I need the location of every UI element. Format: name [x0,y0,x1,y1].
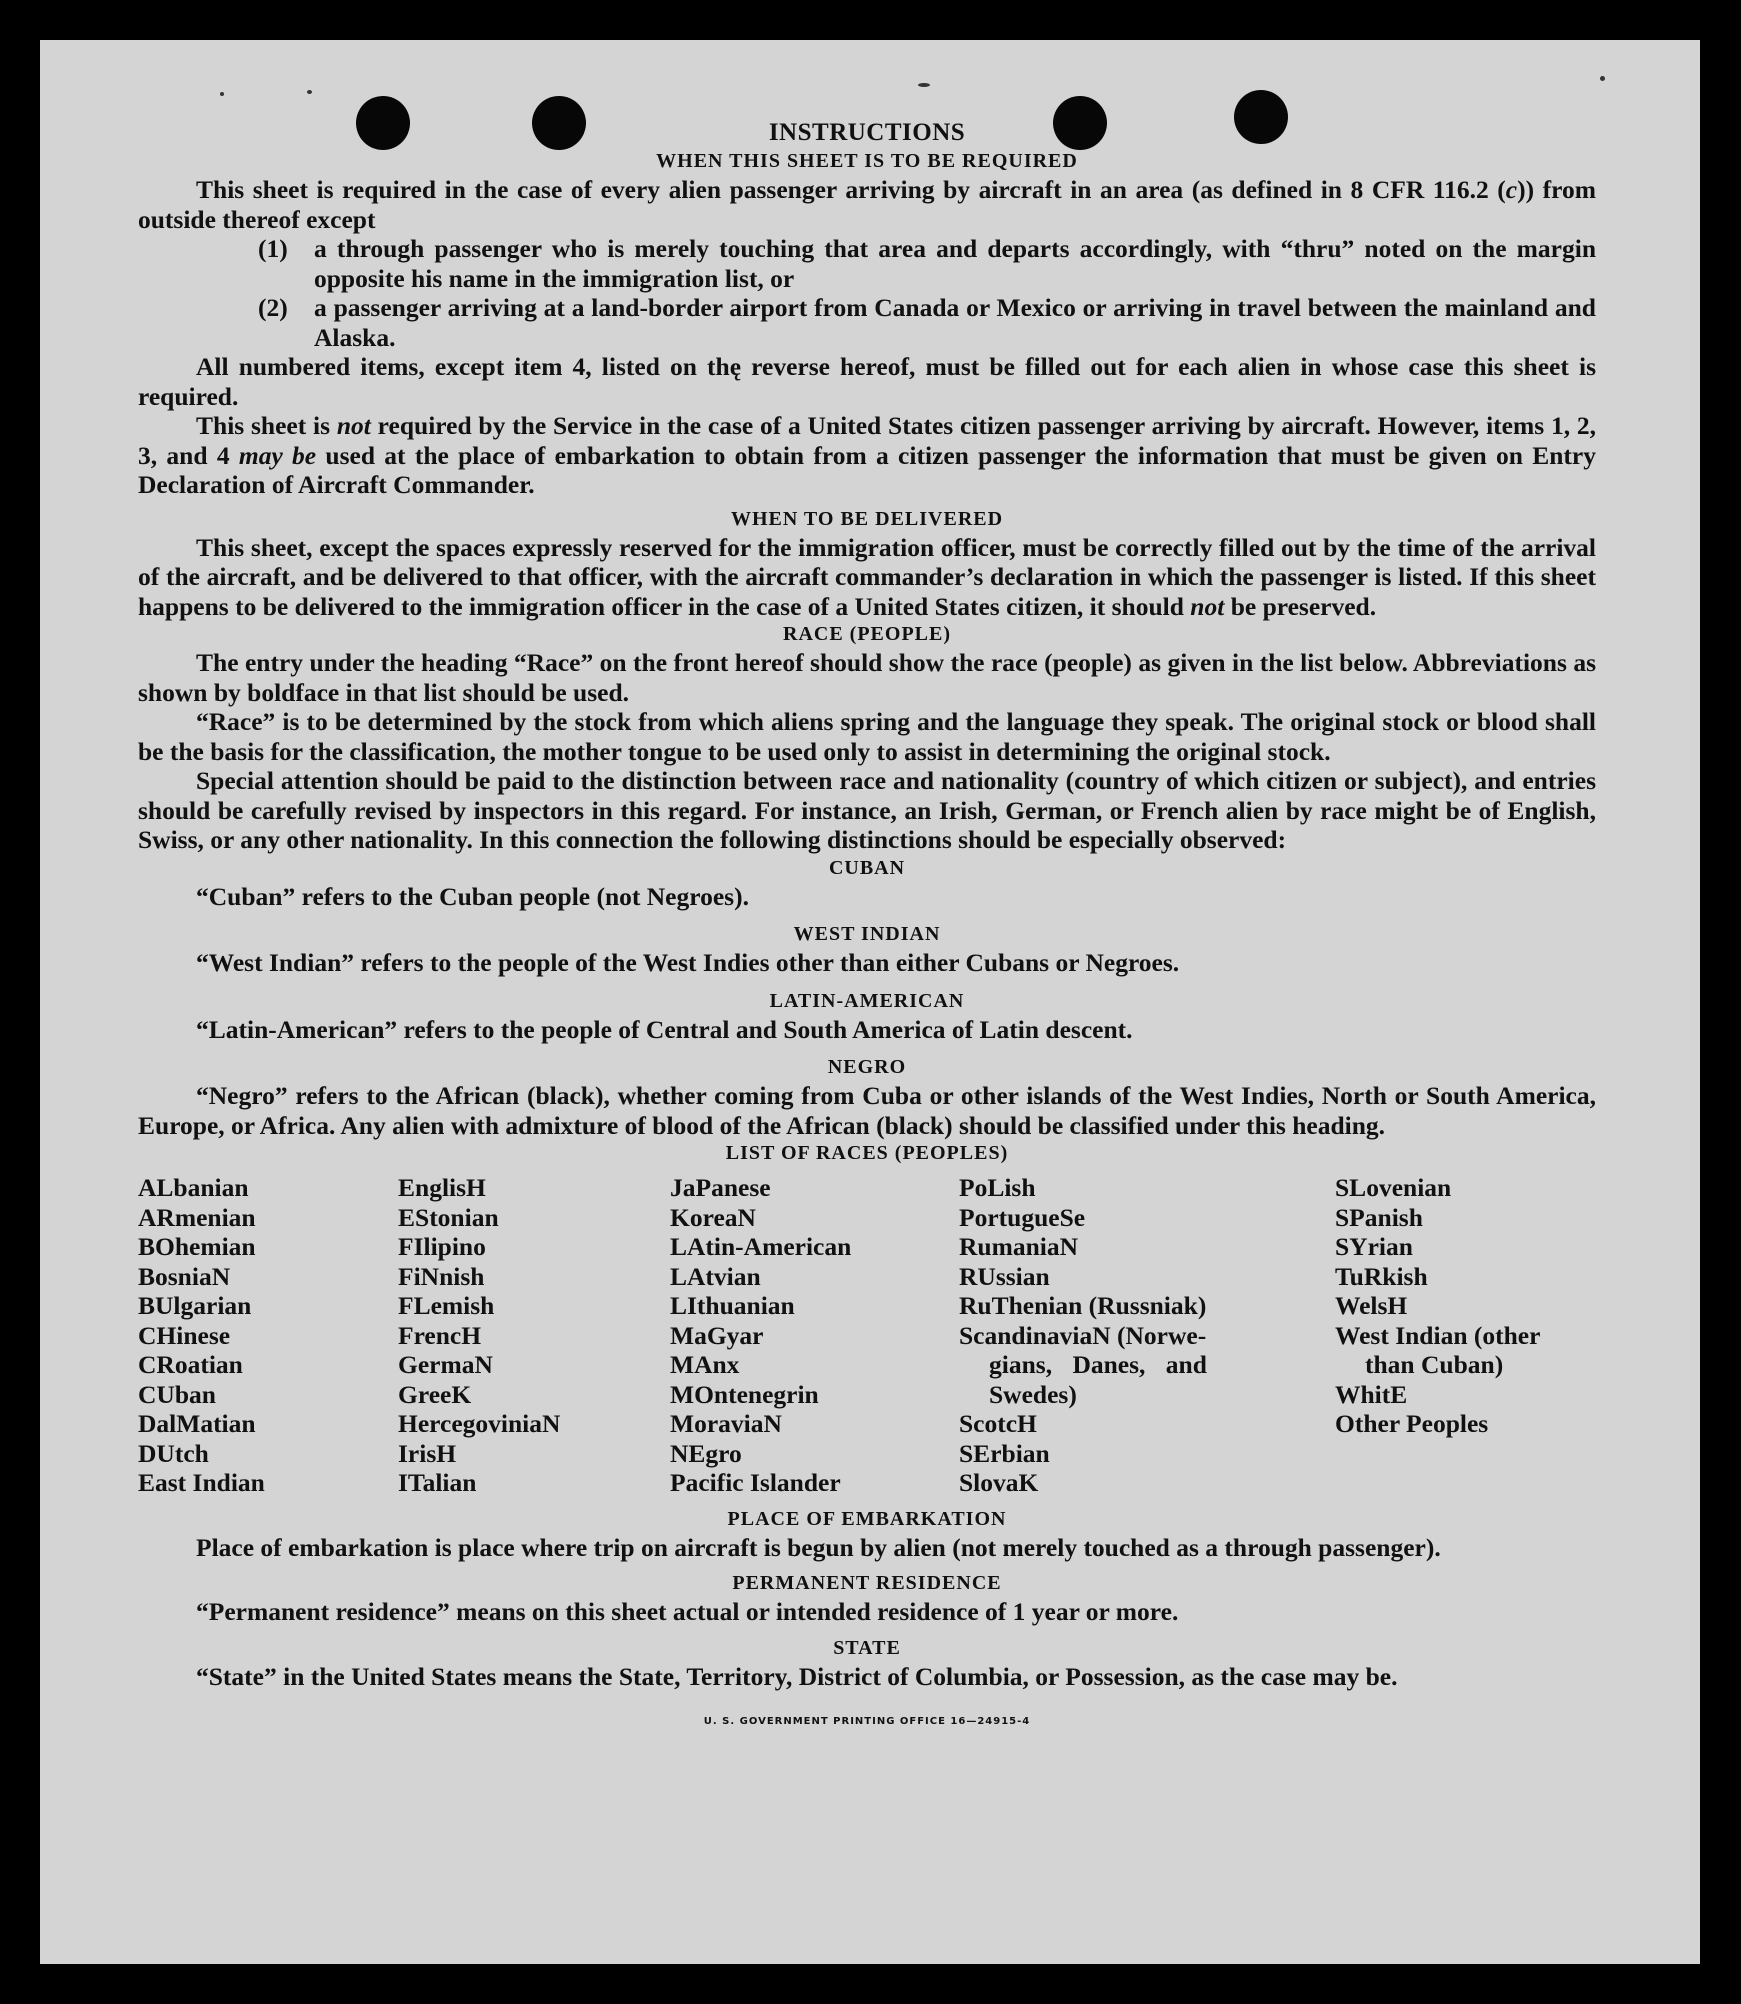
paragraph-race-2: “Race” is to be determined by the stock from which aliens spring and the language they speak. The original stock or blood shall be the basis for the classification, the mother tongue to be used only to assist in determining the original stock. [138,707,1596,766]
races-column [138,1173,398,1498]
speck [220,92,224,96]
instructions-title: INSTRUCTIONS [768,119,966,146]
race-item: CUban [138,1379,216,1409]
race-item: SErbian [959,1438,1050,1468]
speck [1600,76,1605,81]
race-item: IrisH [398,1438,457,1468]
race-item: RUssian [959,1261,1050,1291]
printer-imprint: U. S. GOVERNMENT PRINTING OFFICE 16—24915-4 [703,1716,1031,1727]
race-item: NEgro [670,1438,742,1468]
exception-item-1 [258,234,1596,293]
race-item: BosniaN [138,1261,231,1291]
race-item: DalMatian [138,1409,256,1438]
heading-list-of-races: LIST OF RACES (PEOPLES) [725,1142,1009,1164]
races-list [138,1173,1596,1498]
race-item: KoreaN [670,1202,756,1232]
race-item: MoraviaN [670,1409,782,1438]
heading-race: RACE (PEOPLE) [783,623,951,645]
heading-negro: NEGRO [827,1056,907,1078]
heading-cuban: CUBAN [828,856,906,879]
race-item: PoLish [959,1173,1036,1202]
race-item: FIlipino [398,1232,486,1261]
race-item: FrencH [398,1320,482,1350]
heading-when-required: WHEN THIS SHEET IS TO BE REQUIRED [656,150,1078,172]
race-item: WelsH [1335,1291,1408,1320]
race-item: PortugueSe [959,1202,1086,1232]
heading-latin-american: LATIN-AMERICAN [769,989,965,1012]
heading-embarkation: PLACE OF EMBARKATION [727,1507,1007,1530]
paragraph-embarkation: Place of embarkation is place where trip on aircraft is begun by alien (not merely touched as a through passenger). [196,1532,1441,1562]
race-item: ARmenian [138,1202,256,1232]
exception-item-2 [258,293,1596,352]
race-item: DUtch [138,1438,209,1468]
race-item: LIthuanian [670,1291,795,1320]
races-column [959,1173,1255,1498]
speck [918,83,930,87]
races-column [1255,1173,1596,1498]
exception-number: (2) [258,293,288,322]
race-item: FLemish [398,1291,495,1320]
race-item: RuThenian (Russniak) [959,1291,1207,1320]
race-item: East Indian [138,1468,265,1497]
race-item: West Indian (other [1335,1320,1541,1350]
race-item: ScotcH [959,1409,1037,1438]
race-item: LAtvian [670,1261,761,1291]
race-item: MAnx [670,1350,740,1379]
paragraph-citizen: This sheet is not required by the Service in the case of a United States citizen passenger arriving by aircraft. However, items 1, 2, 3, and 4 may be used at the place of embarkation to obtain from a citizen passenger the information that must be given on Entry Declaration of Aircraft Commander. [138,411,1596,499]
race-item: ITalian [398,1468,477,1497]
race-item: RumaniaN [959,1232,1079,1261]
heading-permanent-residence: PERMANENT RESIDENCE [732,1572,1002,1594]
race-item: SlovaK [959,1468,1039,1497]
paragraph-numbered-items: All numbered items, except item 4, listed on thę reverse hereof, must be filled out for each alien in whose case this sheet is required. [138,352,1596,411]
race-item: Pacific Islander [670,1468,841,1497]
paragraph-delivered: This sheet, except the spaces expressly reserved for the immigration officer, must be correctly filled out by the time of the arrival of the aircraft, and be delivered to that officer, with the aircraft commander’s declaration in which the passenger is listed. If this sheet happens to be delivered to the immigration officer in the case of a United States citizen, it should not be preserved. [138,532,1596,621]
exception-number: (1) [258,234,288,263]
document-page [40,40,1700,1964]
race-item: BUlgarian [138,1291,252,1320]
paragraph-latin-american: “Latin-American” refers to the people of Central and South America of Latin descent. [196,1014,1133,1044]
paragraph-cuban: “Cuban” refers to the Cuban people (not Negroes). [196,881,749,911]
paragraph-west-indian: “West Indian” refers to the people of the West Indies other than either Cubans or Negroes. [196,948,1180,977]
race-item: WhitE [1335,1379,1408,1409]
race-item: ALbanian [138,1173,249,1202]
paragraph-negro: “Negro” refers to the African (black), whether coming from Cuba or other islands of the West Indies, North or South America, Europe, or Africa. Any alien with admixture of blood of the African (black) should be classified under this heading. [138,1081,1596,1140]
race-item: GreeK [398,1379,472,1409]
speck [307,90,312,94]
race-item: GermaN [398,1350,493,1379]
race-item: MOntenegrin [670,1379,819,1409]
race-item: CRoatian [138,1350,243,1379]
heading-state: STATE [833,1636,901,1659]
races-column [670,1173,959,1498]
race-item: EnglisH [398,1173,486,1202]
paragraph-race-3: Special attention should be paid to the distinction between race and nationality (country of which citizen or subject), and entries should be carefully revised by inspectors in this regard. For instance, an Irish, German, or French alien by race might be of English, Swiss, or any other nationality. In this connection the following distinctions should be especially observed: [138,766,1596,854]
race-item: gians, Danes, and [989,1350,1207,1379]
heading-when-delivered: WHEN TO BE DELIVERED [730,507,1004,530]
exception-text: a passenger arriving at a land-border airport from Canada or Mexico or arriving in travel between the mainland and Alaska. [314,293,1596,352]
paragraph-race-1: The entry under the heading “Race” on the front hereof should show the race (people) as given in the list below. Abbreviations as shown by boldface in that list should be used. [138,648,1596,707]
race-item: CHinese [138,1320,231,1350]
heading-west-indian: WEST INDIAN [793,923,941,945]
instructions-body [138,118,1596,1737]
race-item: SPanish [1335,1202,1423,1232]
race-item: ScandinaviaN (Norwe- [959,1320,1207,1350]
race-item: EStonian [398,1202,499,1232]
race-item: SLovenian [1335,1173,1452,1202]
race-item: FiNnish [398,1261,485,1291]
paragraph-permanent-residence: “Permanent residence” means on this sheet actual or intended residence of 1 year or more. [196,1597,1179,1626]
race-item: LAtin-American [670,1232,852,1261]
exception-text: a through passenger who is merely touching that area and departs accordingly, with “thru” noted on the margin opposite his name in the immigration list, or [314,234,1596,293]
race-item: HercegoviniaN [398,1409,561,1438]
race-item: SYrian [1335,1232,1413,1261]
race-item: TuRkish [1335,1261,1428,1291]
paragraph-required: This sheet is required in the case of every alien passenger arriving by aircraft in an area (as defined in 8 CFR 116.2 (c)) from outside thereof except [138,175,1596,234]
race-item: Other Peoples [1335,1409,1489,1438]
race-item: Swedes) [989,1379,1077,1409]
race-item: BOhemian [138,1232,256,1261]
race-item: than Cuban) [1365,1350,1504,1379]
races-column [398,1173,670,1498]
race-item: MaGyar [670,1320,764,1350]
race-item: JaPanese [670,1173,771,1202]
paragraph-state: “State” in the United States means the State, Territory, District of Columbia, or Possession, as the case may be. [196,1661,1398,1691]
